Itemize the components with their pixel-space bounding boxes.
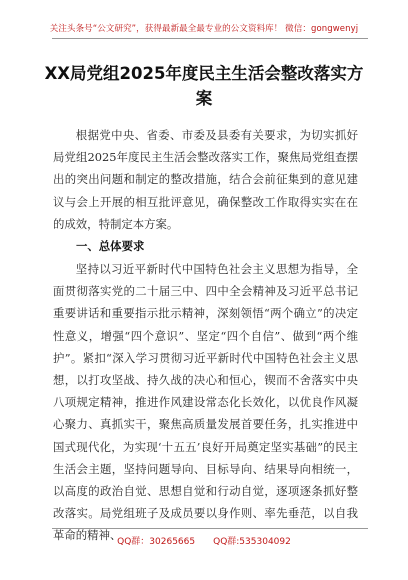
section-heading: 一、总体要求 — [76, 239, 145, 253]
header-divider — [52, 38, 368, 39]
footer-qq-group-1: QQ群：30265665 — [117, 537, 196, 547]
header-banner: 关注头条号“公文研究”，获得最新最全最专业的公文资料库！ 微信：gongwenyj — [49, 24, 359, 34]
intro-paragraph: 根据党中央、省委、市委及县委有关要求，为切实抓好局党组2025年度民主生活会整改落实工作，聚焦局党组查摆出的突出问题和制定的整改措施，结合会前征集到的意见建议与会上开展的相互批评意见，确保整改工作取得实实在在的成效，特制定本方案。 — [53, 128, 358, 231]
section-paragraph-block — [53, 258, 358, 547]
footer-banner — [0, 534, 408, 547]
footer-qq-group-2: QQ群:535304092 — [213, 537, 291, 547]
section-paragraph: 坚持以习近平新时代中国特色社会主义思想为指导，全面贯彻落实党的二十届三中、四中全会精神及习近平总书记重要讲话和重要指示批示精神，深刻领悟“两个确立”的决定性意义，增强“四个意识”、坚定“四个自信”、做到“两个维护”。紧扣“深入学习贯彻习近平新时代中国特色社会主义思想，以打攻坚战、持久战的决心和恒心，锲而不舍落实中央八项规定精神，推进作风建设常态化长效化，以优良作风凝心聚力、真抓实干，聚焦高质量发展首要任务，扎实推进中国式现代化，为实现‘十五五’良好开局奠定坚实基础”的民主生活会主题，坚持问题导向、目标导向、结果导向相统一，以高度的政治自觉、思想自觉和行动自觉，逐项逐条抓好整改落实。局党组班子及成员要以身作则、率先垂范，以自我革命的精神、 — [53, 262, 358, 543]
footer-divider — [52, 528, 368, 529]
intro-paragraph-block — [53, 124, 358, 235]
document-title: XX局党组2025年度民主生活会整改落实方案 — [44, 64, 364, 108]
